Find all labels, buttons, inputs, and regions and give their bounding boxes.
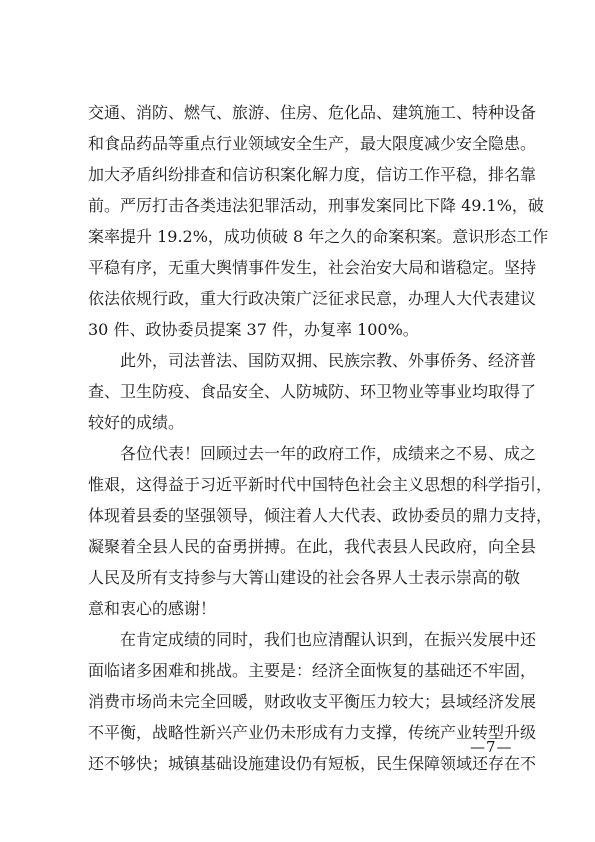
text-line: 30 件、政协委员提案 37 件，办复率 100%。 — [88, 320, 419, 339]
body-text — [88, 97, 553, 779]
text-line: 消费市场尚未完全回暖，财政收支平衡压力较大；县域经济发展 — [88, 692, 537, 711]
text-line: 交通、消防、燃气、旅游、住房、危化品、建筑施工、特种设备 — [88, 103, 537, 122]
text-line: 依法依规行政，重大行政决策广泛征求民意，办理人大代表建议 — [88, 289, 537, 308]
text-line: 平稳有序，无重大舆情事件发生，社会治安大局和谐稳定。坚持 — [88, 258, 537, 277]
text-line: 惟艰，这得益于习近平新时代中国特色社会主义思想的科学指引， — [88, 475, 553, 494]
text-line: 案率提升 19.2%，成功侦破 8 年之久的命案积案。意识形态工作 — [88, 227, 549, 246]
text-line: 体现着县委的坚强领导，倾注着人大代表、政协委员的鼎力支持， — [88, 506, 553, 525]
text-line: 此外，司法普法、国防双拥、民族宗教、外事侨务、经济普 — [120, 351, 537, 370]
paragraph-safety-and-law — [88, 97, 549, 345]
paragraph-challenges — [88, 624, 537, 779]
text-line: 意和衷心的感谢！ — [88, 599, 217, 618]
text-line: 前。严厉打击各类违法犯罪活动，刑事发案同比下降 49.1%，破 — [88, 196, 544, 215]
paragraph-other-achievements — [88, 345, 537, 438]
text-line: 在肯定成绩的同时，我们也应清醒认识到，在振兴发展中还 — [120, 630, 537, 649]
text-line: 人民及所有支持参与大箐山建设的社会各界人士表示崇高的敬 — [88, 568, 521, 587]
text-line: 查、卫生防疫、食品安全、人防城防、环卫物业等事业均取得了 — [88, 382, 537, 401]
paragraph-acknowledgement — [88, 438, 553, 624]
page-number: —7— — [470, 738, 513, 756]
text-line: 凝聚着全县人民的奋勇拼搏。在此，我代表县人民政府，向全县 — [88, 537, 537, 556]
text-line: 不平衡，战略性新兴产业仍未形成有力支撑，传统产业转型升级 — [88, 723, 537, 742]
text-line: 各位代表！回顾过去一年的政府工作，成绩来之不易、成之 — [120, 444, 537, 463]
text-line: 较好的成绩。 — [88, 413, 185, 432]
text-line: 还不够快；城镇基础设施建设仍有短板，民生保障领域还存在不 — [88, 754, 537, 773]
text-line: 加大矛盾纠纷排查和信访积案化解力度，信访工作平稳，排名靠 — [88, 165, 537, 184]
text-line: 和食品药品等重点行业领域安全生产，最大限度减少安全隐患。 — [88, 134, 537, 153]
text-line: 面临诸多困难和挑战。主要是：经济全面恢复的基础还不牢固， — [88, 661, 537, 680]
